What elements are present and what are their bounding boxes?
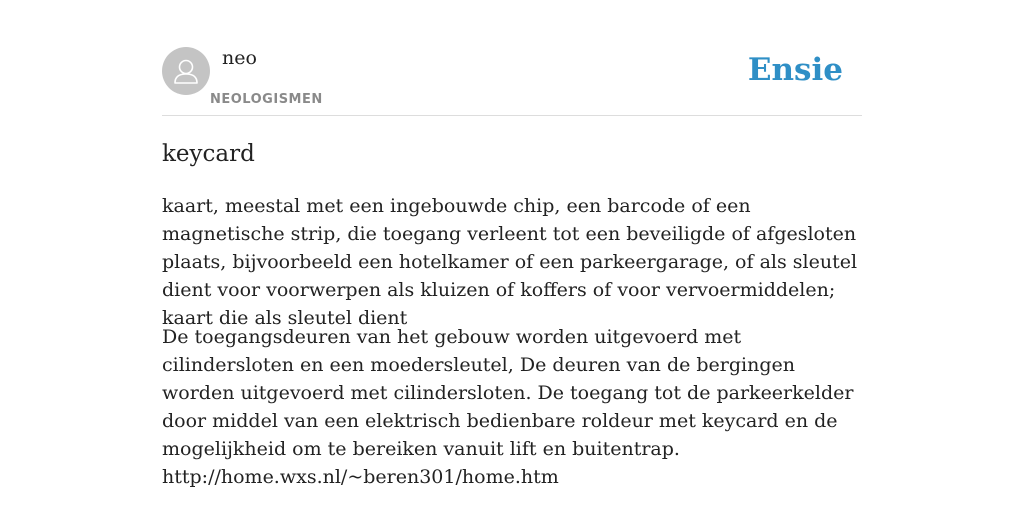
author-name[interactable]: neo xyxy=(222,47,257,69)
entry-definition: kaart, meestal met een ingebouwde chip, een barcode of een magnetische strip, die toegang verleent tot een beveiligde of afgesloten plaats, bijvoorbeeld een hotelkamer of een parkeergarage, of als sleutel dient voor voorwerpen als kluizen of koffers of voor vervoermiddelen; kaart die als sleutel dient xyxy=(162,195,858,329)
user-icon xyxy=(162,47,210,95)
brand-logo[interactable]: Ensie xyxy=(747,52,843,88)
source-link[interactable]: http://home.wxs.nl/~beren301/home.htm xyxy=(162,466,559,488)
entry-page xyxy=(162,0,862,488)
entry-example xyxy=(162,323,862,491)
example-text: De toegangsdeuren van het gebouw worden uitgevoerd met cilindersloten en een moedersleutel, De deuren van de bergingen worden uitgevoerd met cilindersloten. De toegang tot de parkeerkelder door middel van een elektrisch bedienbare roldeur met keycard en de mogelijkheid om te bereiken vanuit lift en buitentrap. xyxy=(162,326,854,460)
avatar[interactable] xyxy=(162,47,210,95)
category-label[interactable]: NEOLOGISMEN xyxy=(210,92,323,107)
entry-header xyxy=(162,0,862,116)
entry-term: keycard xyxy=(162,141,255,167)
